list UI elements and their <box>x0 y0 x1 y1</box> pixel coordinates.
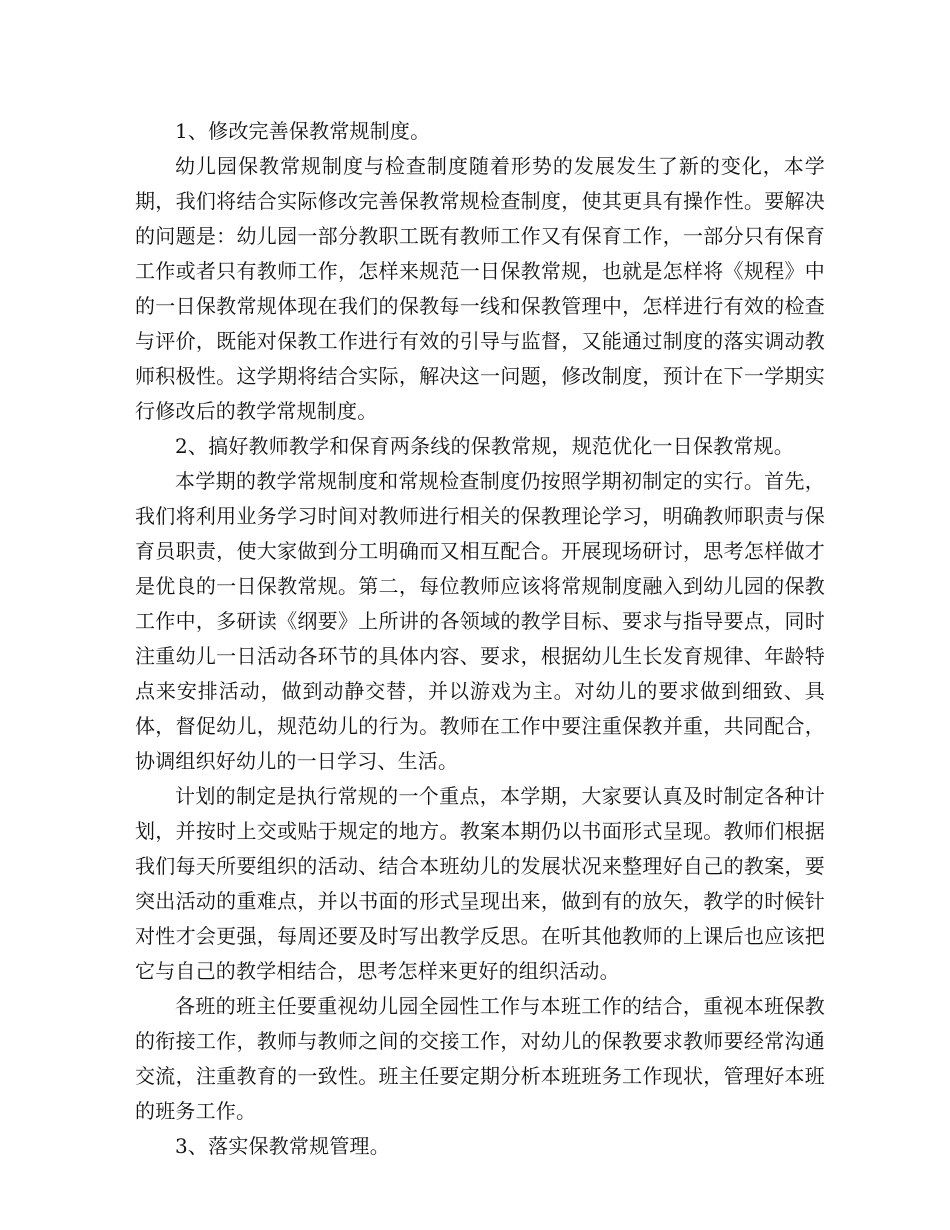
paragraph-revise-system: 幼儿园保教常规制度与检查制度随着形势的发展发生了新的变化，本学期，我们将结合实际修改完善保教常规检查制度，使其更具有操作性。要解决的问题是：幼儿园一部分教职工既有教师工作又有保育工作，一部分只有保育工作或者只有教师工作，怎样来规范一日保教常规，也就是怎样将《规程》中的一日保教常规体现在我们的保教每一线和保教管理中，怎样进行有效的检查与评价，既能对保教工作进行有效的引导与监督，又能通过制度的落实调动教师积极性。这学期将结合实际，解决这一问题，修改制度，预计在下一学期实行修改后的教学常规制度。 <box>135 154 825 423</box>
paragraph-teaching-routine: 本学期的教学常规制度和常规检查制度仍按照学期初制定的实行。首先，我们将利用业务学习时间对教师进行相关的保教理论学习，明确教师职责与保育员职责，使大家做到分工明确而又相互配合。开展现场研讨，思考怎样做才是优良的一日保教常规。第二，每位教师应该将常规制度融入到幼儿园的保教工作中，多研读《纲要》上所讲的各领域的教学目标、要求与指导要点，同时注重幼儿一日活动各环节的具体内容、要求，根据幼儿生长发育规律、年龄特点来安排活动，做到动静交替，并以游戏为主。对幼儿的要求做到细致、具体，督促幼儿，规范幼儿的行为。教师在工作中要注重保教并重，共同配合，协调组织好幼儿的一日学习、生活。 <box>135 469 825 773</box>
section-heading-3: 3、落实保教常规管理。 <box>175 1134 390 1158</box>
paragraph-class-teacher: 各班的班主任要重视幼儿园全园性工作与本班工作的结合，重视本班保教的衔接工作，教师与教师之间的交接工作，对幼儿的保教要求教师要经常沟通交流，注重教育的一致性。班主任要定期分析本班班务工作现状，管理好本班的班务工作。 <box>135 994 825 1123</box>
paragraph-planning: 计划的制定是执行常规的一个重点，本学期，大家要认真及时制定各种计划，并按时上交或贴于规定的地方。教案本期仍以书面形式呈现。教师们根据我们每天所要组织的活动、结合本班幼儿的发展状况来整理好自己的教案，要突出活动的重难点，并以书面的形式呈现出来，做到有的放矢，教学的时候针对性才会更强，每周还要及时写出教学反思。在听其他教师的上课后也应该把它与自己的教学相结合，思考怎样来更好的组织活动。 <box>135 784 825 983</box>
section-heading-1: 1、修改完善保教常规制度。 <box>175 119 431 143</box>
section-heading-2: 2、搞好教师教学和保育两条线的保教常规，规范优化一日保教常规。 <box>175 434 794 458</box>
document-body <box>135 114 825 1164</box>
